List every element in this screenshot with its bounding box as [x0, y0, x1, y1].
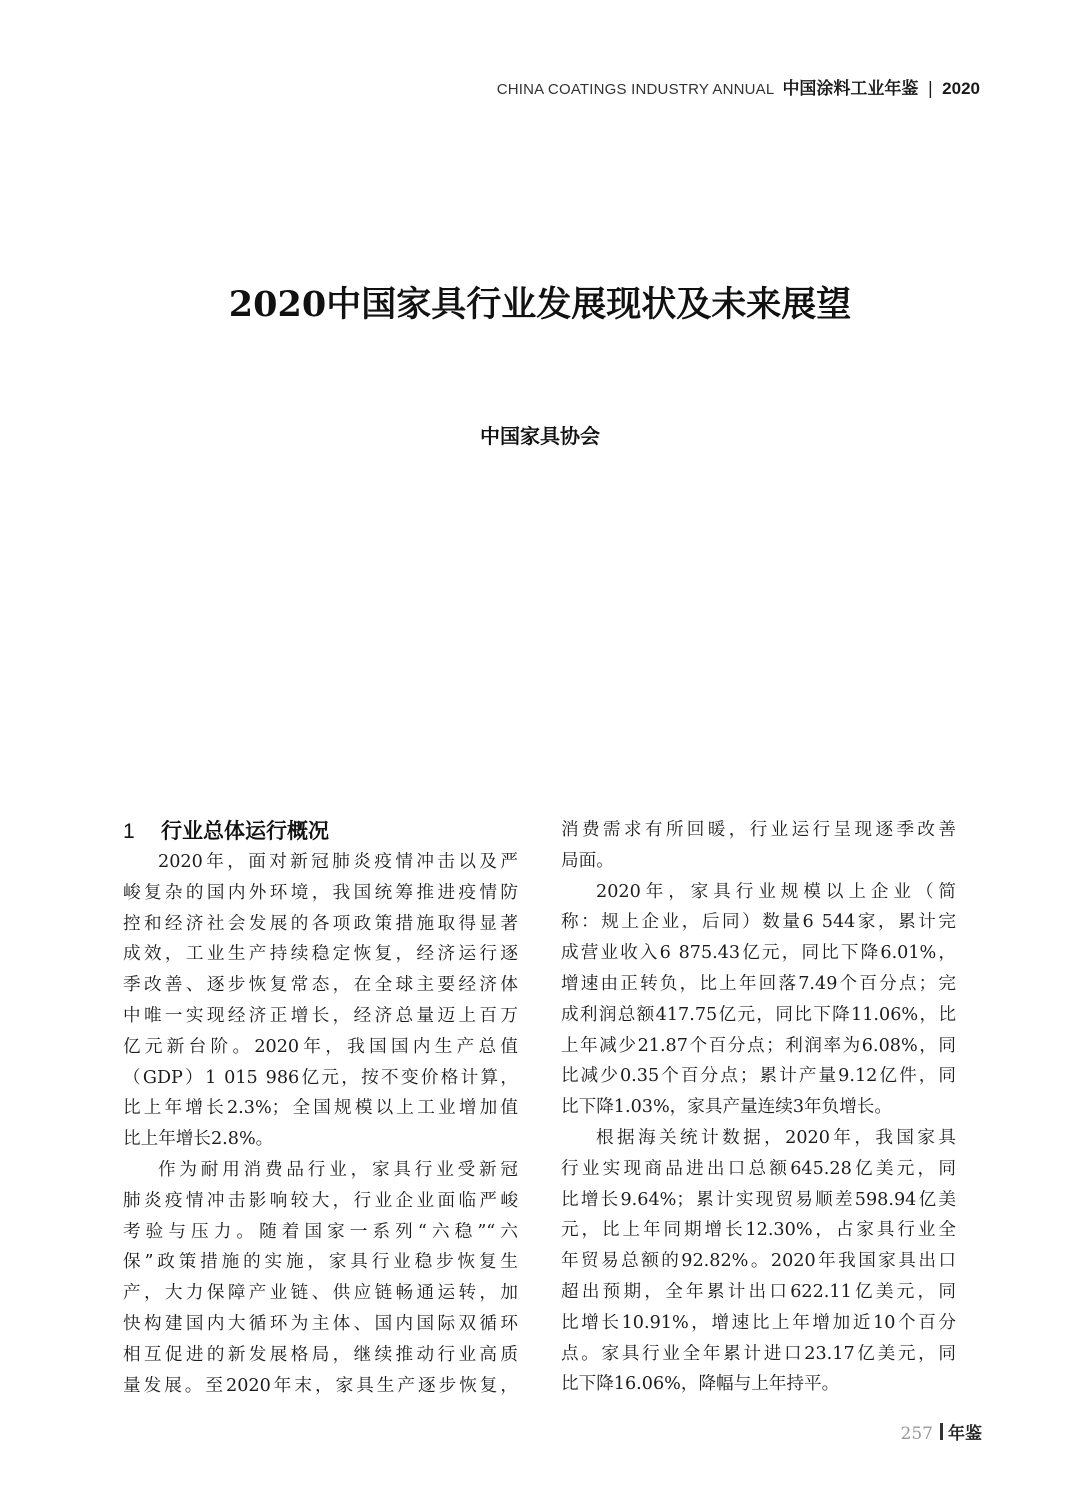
paragraph-line: 超出预期，全年累计出口622.11亿美元，同 [561, 1281, 956, 1302]
paragraph-line: 上年减少21.87个百分点；利润率为6.08%，同 [561, 1035, 956, 1056]
section-title: 行业总体运行概况 [161, 819, 329, 843]
paragraph-line: 比上年增长2.3%；全国规模以上工业增加值 [123, 1098, 518, 1119]
paragraph-line: 季改善、逐步恢复常态，在全球主要经济体 [123, 975, 518, 996]
right-paragraph-continued [561, 815, 956, 877]
paragraph-line: 比下降16.06%，降幅与上年持平。 [561, 1374, 840, 1395]
paragraph-line: 消费需求有所回暖，行业运行呈现逐季改善 [561, 820, 956, 840]
left-column [123, 815, 518, 1401]
paragraph-line: 2020年，家具行业规模以上企业（简 [596, 881, 956, 902]
paragraph-line: 量发展。至2020年末，家具生产逐步恢复， [123, 1375, 518, 1396]
paragraph-line: 增速由正转负，比上年回落7.49个百分点；完 [561, 973, 956, 994]
article-title: 2020中国家具行业发展现状及未来展望 [228, 284, 852, 325]
running-header-year: 2020 [942, 79, 980, 98]
paragraph-line: 行业实现商品进出口总额645.28亿美元，同 [561, 1158, 956, 1179]
paragraph-line: 亿元新台阶。2020年，我国国内生产总值 [123, 1036, 518, 1057]
paragraph-line: 成利润总额417.75亿元，同比下降11.06%，比 [561, 1004, 956, 1025]
paragraph-line: 比增长10.91%，增速比上年增加近10个百分 [561, 1312, 956, 1333]
running-header-chinese: 中国涂料工业年鉴 [782, 79, 919, 99]
page-number: 257 [900, 1424, 933, 1444]
paragraph-line: 年贸易总额的92.82%。2020年我国家具出口 [561, 1251, 956, 1272]
paragraph-line: 成效，工业生产持续稳定恢复，经济运行逐 [123, 944, 518, 965]
paragraph-line: 中唯一实现经济正增长，经济总量迈上百万 [123, 1005, 518, 1026]
paragraph-line: 相互促进的新发展格局，继续推动行业高质 [123, 1344, 518, 1365]
paragraph-line: 比增长9.64%；累计实现贸易顺差598.94亿美 [561, 1189, 956, 1210]
paragraph-line: 作为耐用消费品行业，家具行业受新冠 [158, 1159, 518, 1180]
paragraph-line: 2020年，面对新冠肺炎疫情冲击以及严 [158, 852, 518, 872]
right-paragraph-1 [561, 877, 956, 1123]
section-number: 1 [123, 820, 135, 843]
paragraph-line: 称：规上企业，后同）数量6 544家，累计完 [561, 912, 956, 933]
paragraph-line: 控和经济社会发展的各项政策措施取得显著 [123, 913, 518, 934]
paragraph-line: 比减少0.35个百分点；累计产量9.12亿件，同 [561, 1066, 956, 1087]
article-author: 中国家具协会 [480, 424, 600, 448]
paragraph-line: 成营业收入6 875.43亿元，同比下降6.01%， [561, 943, 956, 964]
section-heading [123, 815, 518, 847]
paragraph-line: 比下降1.03%，家具产量连续3年负增长。 [561, 1097, 892, 1118]
left-paragraph-1 [123, 847, 518, 1155]
footer-label: 年鉴 [948, 1424, 982, 1444]
left-paragraph-2 [123, 1155, 518, 1401]
running-header-separator: | [927, 79, 934, 99]
paragraph-line: 根据海关统计数据，2020年，我国家具 [596, 1127, 956, 1148]
paragraph-line: 产，大力保障产业链、供应链畅通运转，加 [123, 1283, 518, 1304]
paragraph-line: 峻复杂的国内外环境，我国统筹推进疫情防 [123, 882, 518, 903]
paragraph-line: 元，比上年同期增长12.30%，占家具行业全 [561, 1220, 956, 1241]
footer-divider [940, 1423, 943, 1440]
right-column [561, 815, 956, 1400]
paragraph-line: 保”政策措施的实施，家具行业稳步恢复生 [123, 1252, 518, 1273]
paragraph-line: 比上年增长2.8%。 [123, 1129, 274, 1150]
page-footer [901, 1419, 982, 1444]
paragraph-line: 局面。 [561, 850, 614, 871]
paragraph-line: 肺炎疫情冲击影响较大，行业企业面临严峻 [123, 1190, 518, 1211]
right-paragraph-2 [561, 1123, 956, 1400]
paragraph-line: 点。家具行业全年累计进口23.17亿美元，同 [561, 1343, 956, 1364]
paragraph-line: 考验与压力。随着国家一系列“六稳”“六 [123, 1221, 518, 1242]
running-header [497, 74, 980, 99]
paragraph-line: （GDP）1 015 986亿元，按不变价格计算， [123, 1067, 518, 1088]
paragraph-line: 快构建国内大循环为主体、国内国际双循环 [123, 1313, 518, 1334]
running-header-english: CHINA COATINGS INDUSTRY ANNUAL [496, 81, 775, 98]
